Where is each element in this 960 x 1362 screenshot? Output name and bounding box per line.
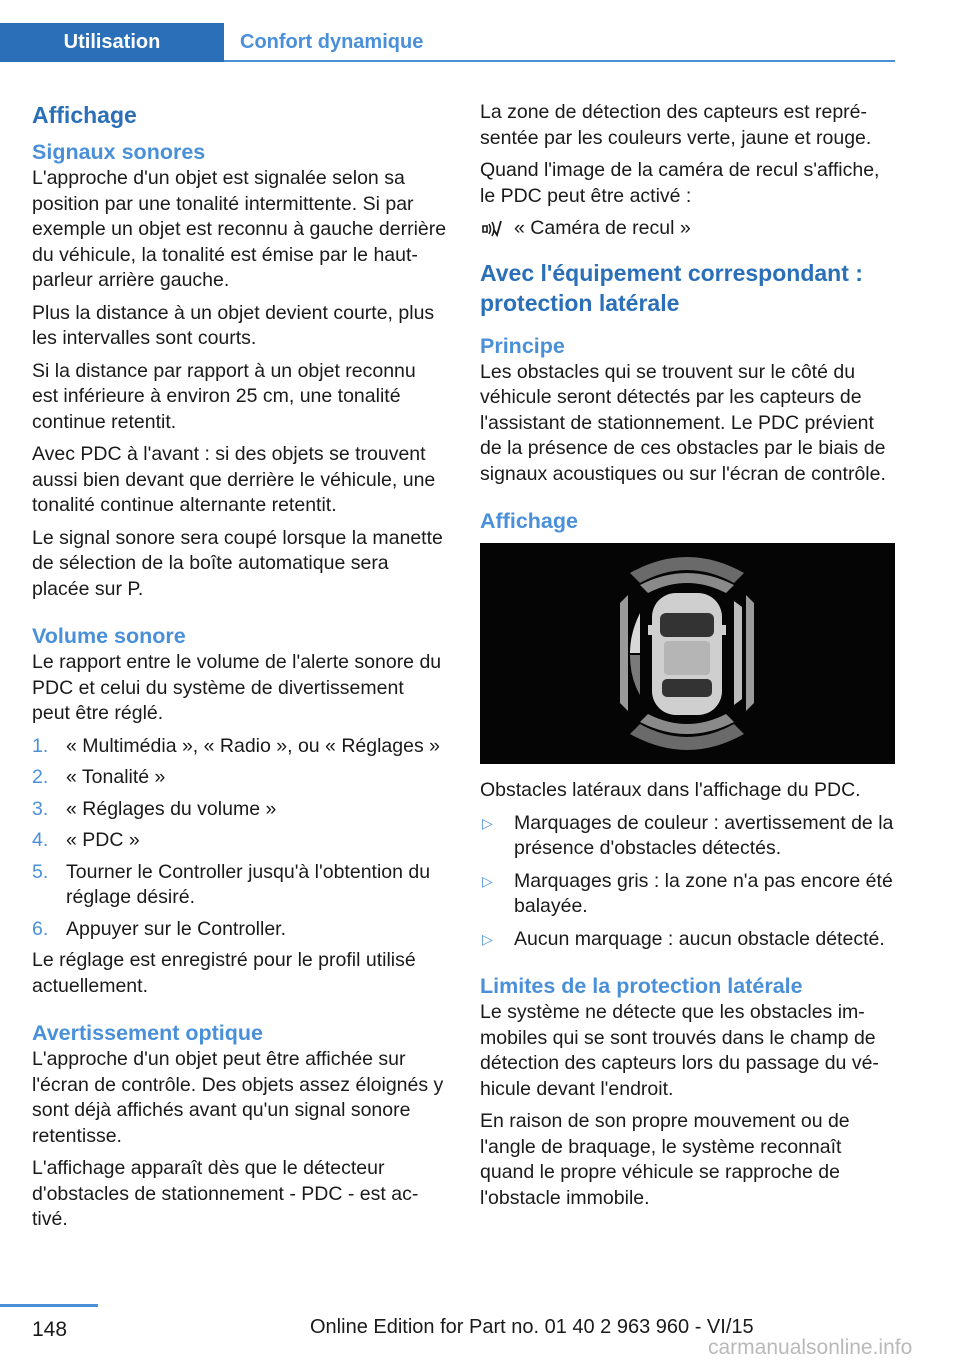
step-text: « Multimédia », « Radio », ou « Réglages » [66, 734, 440, 757]
list-item [32, 917, 447, 943]
figure-caption: Obstacles latéraux dans l'affichage du PDC. [480, 779, 861, 801]
left-column [32, 100, 447, 1240]
step-number: 4. [32, 829, 49, 851]
list-item [32, 797, 447, 823]
header-rule [224, 60, 895, 62]
paragraph: L'approche d'un objet peut être affichée sur l'écran de contrôle. Des objets assez éloignés y sont déjà affichés avant qu'un signal sonore retentisse. [32, 1048, 444, 1147]
list-item [32, 860, 447, 911]
edition-text: Online Edition for Part no. 01 40 2 963 960 - VI/15 [310, 1316, 754, 1338]
pdc-display-illustration [480, 543, 895, 764]
paragraph: Les obstacles qui se trouvent sur le côté du véhicule seront détectés par les capteurs de l'assistant de stationnement. Le PDC prévient de la présence de ces obstacles par le biais de signaux acoustiques ou sur l'écran de contrôle. [480, 360, 886, 485]
watermark: carmanualsonline.info [708, 1336, 913, 1359]
heading-principe: Principe [480, 333, 565, 358]
paragraph: L'approche d'un objet est signalée selon sa position par une tonalité intermittente. Si par exemple un objet est reconnu à gauche derrière du véhicule, la tonalité est émise par le haut-parleur arrière gauche. [32, 167, 447, 291]
triangle-bullet-icon: ▷ [482, 930, 493, 947]
steps-list [32, 734, 447, 943]
step-number: 1. [32, 734, 49, 757]
heading-equipement-protection-laterale: Avec l'équipement correspondant : protection latérale [480, 259, 863, 316]
step-text: Appuyer sur le Controller. [66, 917, 287, 940]
step-text: Tourner le Controller jusqu'à l'obtention du réglage désiré. [66, 860, 431, 908]
paragraph: Si la distance par rapport à un objet reconnu est inférieure à environ 25 cm, une tonalité continue retentit. [32, 359, 416, 433]
bullet-text: Marquages gris : la zone n'a pas encore été balayée. [514, 869, 893, 917]
heading-signaux-sonores: Signaux sonores [32, 140, 206, 164]
bullet-text: Aucun marquage : aucun obstacle détecté. [514, 927, 885, 950]
triangle-bullet-icon: ▷ [482, 872, 493, 889]
right-column [480, 100, 895, 1218]
page-number: 148 [32, 1318, 68, 1341]
step-number: 6. [32, 917, 49, 940]
list-item [480, 811, 895, 862]
step-number: 3. [32, 797, 49, 820]
paragraph: Avec PDC à l'avant : si des objets se trouvent aussi bien devant que derrière le véhicule, une tonalité continue alternante retentit. [32, 443, 436, 516]
bullet-list [480, 811, 895, 953]
heading-volume-sonore: Volume sonore [32, 624, 186, 648]
pdc-icon [480, 218, 502, 240]
paragraph: La zone de détection des capteurs est représentée par les couleurs verte, jaune et rouge. [480, 101, 872, 149]
list-item [32, 734, 447, 760]
menu-item-camera-recul: « Caméra de recul » [514, 217, 691, 239]
heading-avertissement-optique: Avertissement optique [32, 1021, 263, 1045]
paragraph: Quand l'image de la caméra de recul s'affiche, le PDC peut être activé : [480, 159, 880, 207]
heading-affichage-lateral: Affichage [480, 509, 578, 533]
page-header [0, 23, 895, 62]
step-text: « PDC » [66, 829, 140, 851]
header-tab-confort-dynamique: Confort dynamique [240, 31, 424, 53]
triangle-bullet-icon: ▷ [482, 814, 493, 831]
pdc-side-display-figure [480, 543, 895, 764]
paragraph: En raison de son propre mouvement ou de l'angle de braquage, le système reconnaît quand le propre véhicule se rapproche de l'obstacle immobile. [480, 1110, 850, 1209]
bullet-text: Marquages de couleur : avertissement de la présence d'obstacles détectés. [514, 811, 894, 859]
list-item [480, 927, 895, 953]
menu-path [480, 216, 895, 242]
step-number: 2. [32, 766, 49, 788]
header-tab-utilisation: Utilisation [0, 23, 224, 62]
paragraph: Plus la distance à un objet devient courte, plus les intervalles sont courts. [32, 301, 435, 349]
step-text: « Réglages du volume » [66, 797, 277, 820]
footer-rule [0, 1304, 98, 1307]
heading-limites-protection-laterale: Limites de la protection latérale [480, 974, 803, 998]
list-item [32, 828, 447, 854]
list-item [32, 765, 447, 791]
list-item [480, 869, 895, 920]
heading-affichage: Affichage [32, 102, 137, 128]
step-text: « Tonalité » [66, 766, 166, 788]
paragraph: Le rapport entre le volume de l'alerte sonore du PDC et celui du système de divertissement peut être réglé. [32, 651, 442, 724]
step-number: 5. [32, 860, 49, 883]
paragraph: L'affichage apparaît dès que le détecteur d'obstacles de stationnement - PDC - est activé. [32, 1157, 419, 1230]
paragraph: Le signal sonore sera coupé lorsque la manette de sélection de la boîte automatique sera placée sur P. [32, 526, 443, 600]
paragraph: Le réglage est enregistré pour le profil utilisé actuellement. [32, 949, 416, 997]
paragraph: Le système ne détecte que les obstacles immobiles qui se sont trouvés dans le champ de détection des capteurs lors du passage du véhicule devant l'endroit. [480, 1001, 879, 1100]
